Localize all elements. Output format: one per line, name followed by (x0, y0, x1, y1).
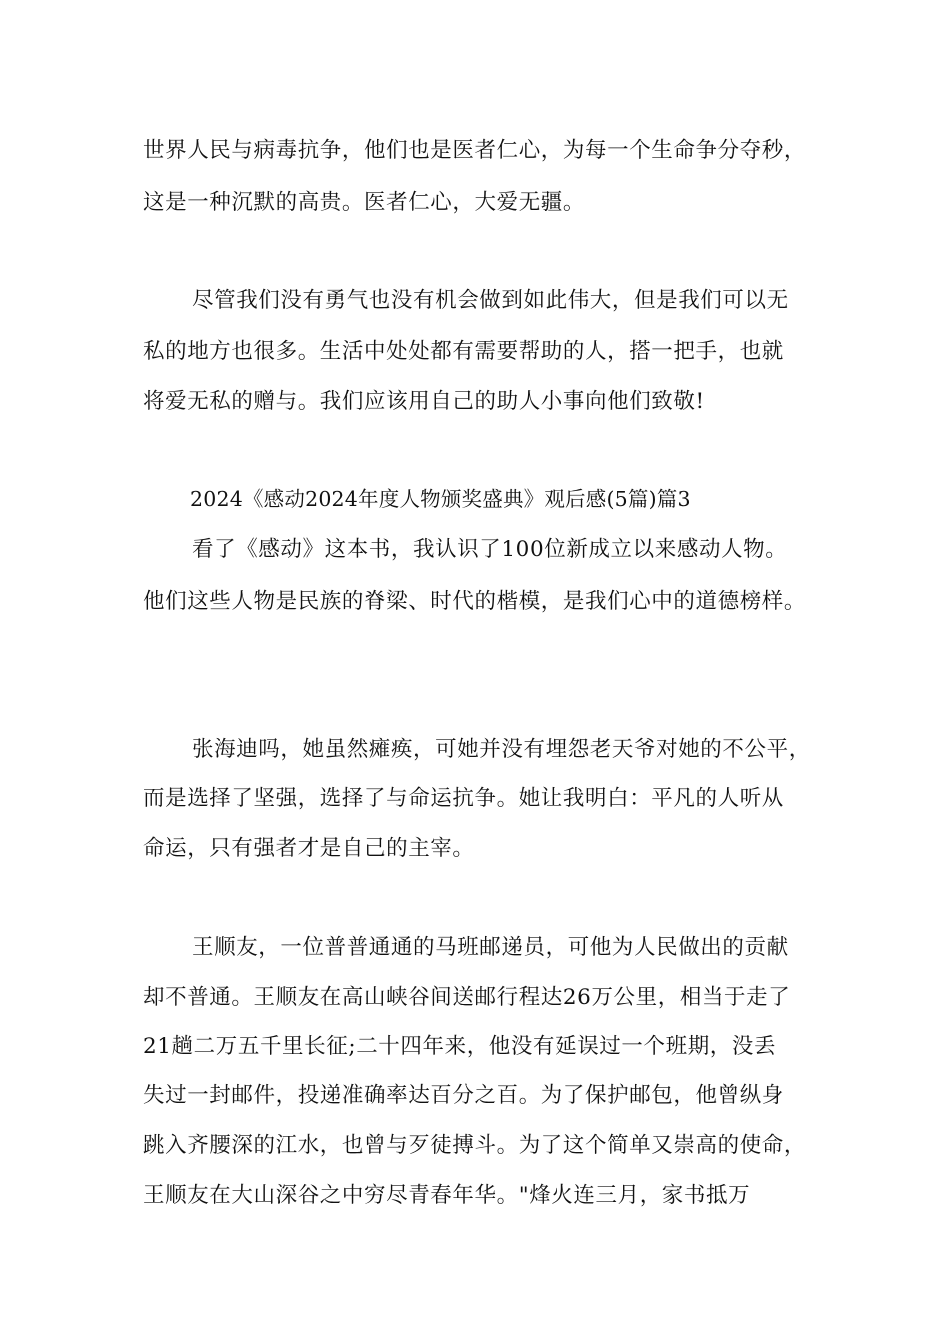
paragraph-2-line-2: 私的地方也很多。生活中处处都有需要帮助的人，搭一把手，也就 (143, 339, 784, 364)
paragraph-2-line-1: 尽管我们没有勇气也没有机会做到如此伟大，但是我们可以无 (192, 288, 789, 313)
paragraph-1-line-1: 世界人民与病毒抗争，他们也是医者仁心，为每一个生命争分夺秒， (143, 138, 807, 163)
paragraph-5-line-4: 失过一封邮件，投递准确率达百分之百。为了保护邮包，他曾纵身 (143, 1083, 784, 1108)
paragraph-4-line-1: 张海迪吗，她虽然瘫痪，可她并没有埋怨老天爷对她的不公平， (192, 737, 811, 762)
paragraph-3-line-1: 看了《感动》这本书，我认识了100位新成立以来感动人物。 (192, 537, 788, 562)
section-heading: 2024《感动2024年度人物颁奖盛典》观后感(5篇)篇3 (190, 487, 691, 511)
paragraph-4-line-2: 而是选择了坚强，选择了与命运抗争。她让我明白：平凡的人听从 (143, 786, 784, 811)
paragraph-3-line-2: 他们这些人物是民族的脊梁、时代的楷模，是我们心中的道德榜样。 (143, 589, 807, 614)
paragraph-5-line-2: 却不普通。王顺友在高山峡谷间送邮行程达26万公里，相当于走了 (143, 985, 791, 1010)
paragraph-5-line-5: 跳入齐腰深的江水，也曾与歹徒搏斗。为了这个简单又崇高的使命， (143, 1133, 807, 1158)
paragraph-5-line-1: 王顺友，一位普普通通的马班邮递员，可他为人民做出的贡献 (192, 935, 789, 960)
paragraph-2-line-3: 将爱无私的赠与。我们应该用自己的助人小事向他们致敬! (143, 389, 705, 414)
paragraph-4-line-3: 命运，只有强者才是自己的主宰。 (143, 836, 475, 861)
paragraph-5-line-3: 21趟二万五千里长征;二十四年来，他没有延误过一个班期，没丢 (143, 1034, 777, 1059)
paragraph-5-line-6: 王顺友在大山深谷之中穷尽青春年华。"烽火连三月，家书抵万 (143, 1183, 751, 1208)
paragraph-1-line-2: 这是一种沉默的高贵。医者仁心，大爱无疆。 (143, 190, 586, 215)
